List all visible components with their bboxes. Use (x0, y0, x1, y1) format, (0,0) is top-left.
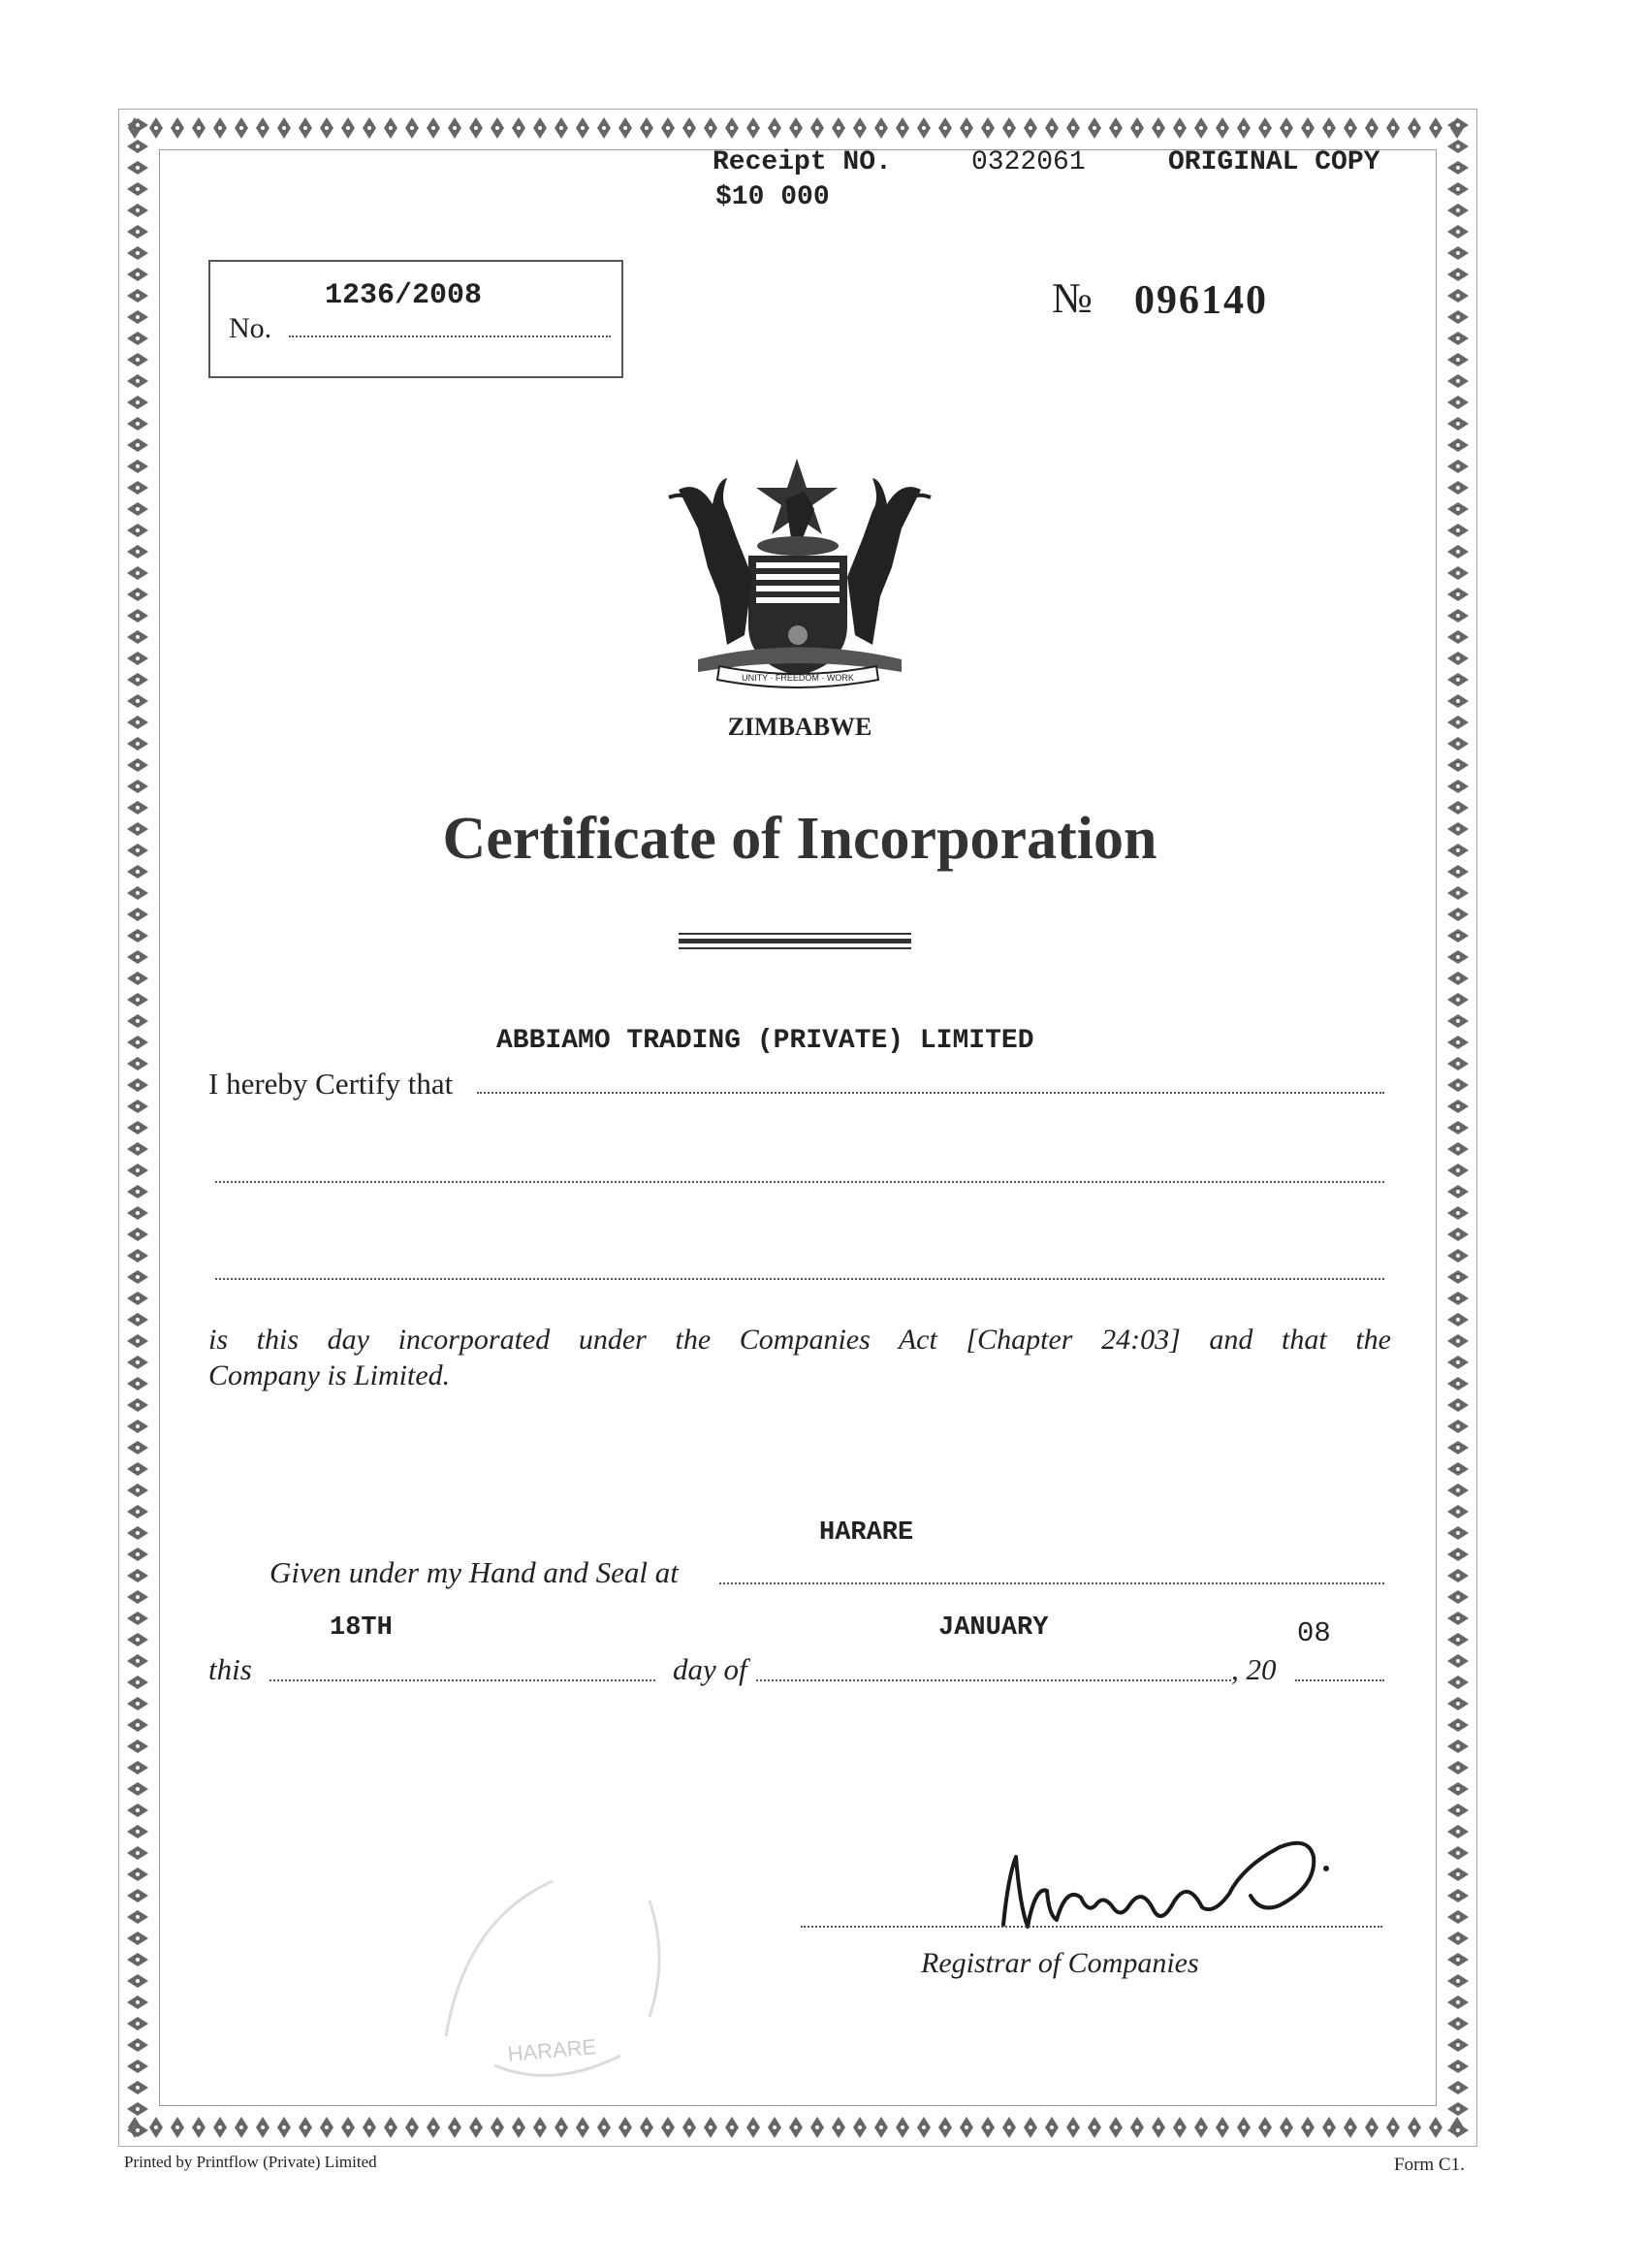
title-rule-thick (679, 939, 911, 943)
this-label: this (208, 1652, 252, 1686)
place-value: HARARE (819, 1518, 914, 1548)
day-line (269, 1679, 655, 1681)
month-value: JANUARY (938, 1613, 1049, 1643)
form-number: Form C1. (1394, 2155, 1465, 2175)
blank-line-1 (215, 1181, 1384, 1183)
year-line (1295, 1679, 1384, 1681)
company-name: ABBIAMO TRADING (PRIVATE) LIMITED (496, 1026, 1034, 1056)
registration-number-value: 1236/2008 (325, 279, 483, 312)
day-of-label: day of (673, 1652, 747, 1686)
incorporated-text: is this day incorporated under the Companies Act [Chapter 24:03] and that the (208, 1324, 1391, 1356)
signature-line (801, 1926, 1382, 1928)
place-line (719, 1582, 1384, 1584)
receipt-number: 0322061 (971, 147, 1086, 177)
coat-of-arms-icon (659, 451, 940, 688)
motto-text: UNITY · FREEDOM · WORK (742, 673, 854, 683)
registration-number-line (289, 335, 611, 337)
title-rule-bottom (679, 947, 911, 949)
svg-text:HARARE: HARARE (506, 2034, 598, 2066)
country-name: ZIMBABWE (727, 713, 872, 741)
copy-type: ORIGINAL COPY (1168, 147, 1380, 177)
serial-number: 096140 (1134, 278, 1268, 323)
year-prefix: , 20 (1231, 1652, 1277, 1686)
certify-label: I hereby Certify that (208, 1067, 454, 1101)
serial-prefix: № (1052, 274, 1093, 322)
fee-amount: $10 000 (715, 182, 830, 212)
receipt-label: Receipt NO. (713, 147, 892, 177)
place-label: Given under my Hand and Seal at (269, 1555, 679, 1589)
company-name-line (477, 1092, 1384, 1094)
registration-number-label: No. (229, 312, 272, 344)
official-stamp (407, 1842, 698, 2094)
certificate-title: Certificate of Incorporation (442, 806, 1157, 872)
limited-text: Company is Limited. (208, 1359, 451, 1391)
month-line (756, 1679, 1231, 1681)
registrar-label: Registrar of Companies (921, 1947, 1199, 1979)
title-rule (679, 933, 911, 935)
year-value: 08 (1297, 1617, 1331, 1649)
blank-line-2 (215, 1278, 1384, 1280)
printer-credit: Printed by Printflow (Private) Limited (124, 2153, 377, 2171)
day-value: 18TH (330, 1613, 393, 1643)
